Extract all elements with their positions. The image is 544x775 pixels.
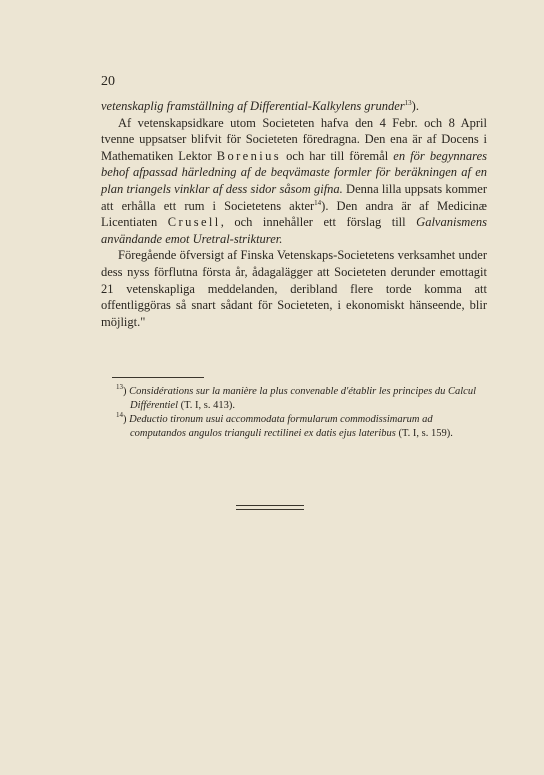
- body-text: [101, 98, 487, 330]
- footnote-marker: 14: [116, 411, 123, 420]
- paragraph-2: [101, 115, 487, 248]
- footnote-ref-13: 13: [404, 99, 412, 107]
- footnote-ref-text: (T. I, s. 413).: [178, 399, 235, 411]
- footnote-title: Considérations sur la manière la plus convenable d'établir les principes du Calcul Différentiel: [129, 386, 476, 411]
- p2-text-5: , och innehåller ett förslag till: [220, 215, 417, 230]
- p2-italic-2: Galvanismens användande emot Uretral-strikturer.: [101, 215, 487, 246]
- paragraph-3: Föregående öfversigt af Finska Vetenskaps-Societetens verksamhet under dess nyss förflutna första år, ådagalägger att Societeten derunder emottagit 21 vetenskapliga meddelanden, deribland flere torde komma att offentliggöras så snart sådant för Societeten, i ekonomiskt hänseende, blir möjligt.": [101, 248, 487, 329]
- p2-italic-1: en för begynnares behof afpassad härledning af de beqvämaste formler för beräkningen af en plan triangels vinklar af dess sidor såsom gifna.: [101, 148, 487, 196]
- footnote-separator: [112, 377, 204, 378]
- footnote-title: Deductio tironum usui accommodata formularum commodissimarum ad computandos angulos trianguli rectilinei ex datis ejus lateribus: [129, 414, 433, 439]
- paragraph-continuation: [101, 98, 487, 115]
- paragraph1-end: ).: [411, 99, 419, 113]
- footnote-14: $^{14}$) Deductio tironum usui accommodata formularum commodissimarum ad computandos angulos trianguli rectilinei ex datis ejus lateribus (T. I, s. 159).: [116, 411, 453, 439]
- page-number: 20: [101, 74, 115, 89]
- p2-text-2: och har till föremål: [281, 148, 394, 163]
- footnote-marker: 13: [116, 383, 123, 391]
- p2-text-1: Af vetenskapsidkare utom Societeten hafva den 4 Febr. och 8 April tvenne uppsatser blifvit för Societeten föredragna. Den ena är af Docens i Mathematiken Lektor: [101, 115, 487, 163]
- italic-heading: vetenskaplig framställning af Differential-Kalkylens grunder: [101, 99, 405, 113]
- footnote-13: $^{13}$) Considérations sur la manière la plus convenable d'établir les principes du Calcul Différentiel (T. I, s. 413).: [116, 383, 476, 411]
- p2-text-4: ). Den andra är af Medicinæ Licentiaten: [101, 198, 487, 230]
- footnotes: [116, 385, 488, 441]
- footnote-ref-text: (T. I, s. 159).: [395, 427, 453, 439]
- p2-text-3: Denna lilla uppsats kommer att erhålla ett rum i Societetens akter: [101, 181, 487, 213]
- author-name-crusell: Crusell: [167, 215, 221, 230]
- footnote-ref-14: 14: [314, 198, 322, 207]
- author-name-borenius: Borenius: [216, 148, 282, 163]
- end-ornament-rule: [236, 505, 304, 510]
